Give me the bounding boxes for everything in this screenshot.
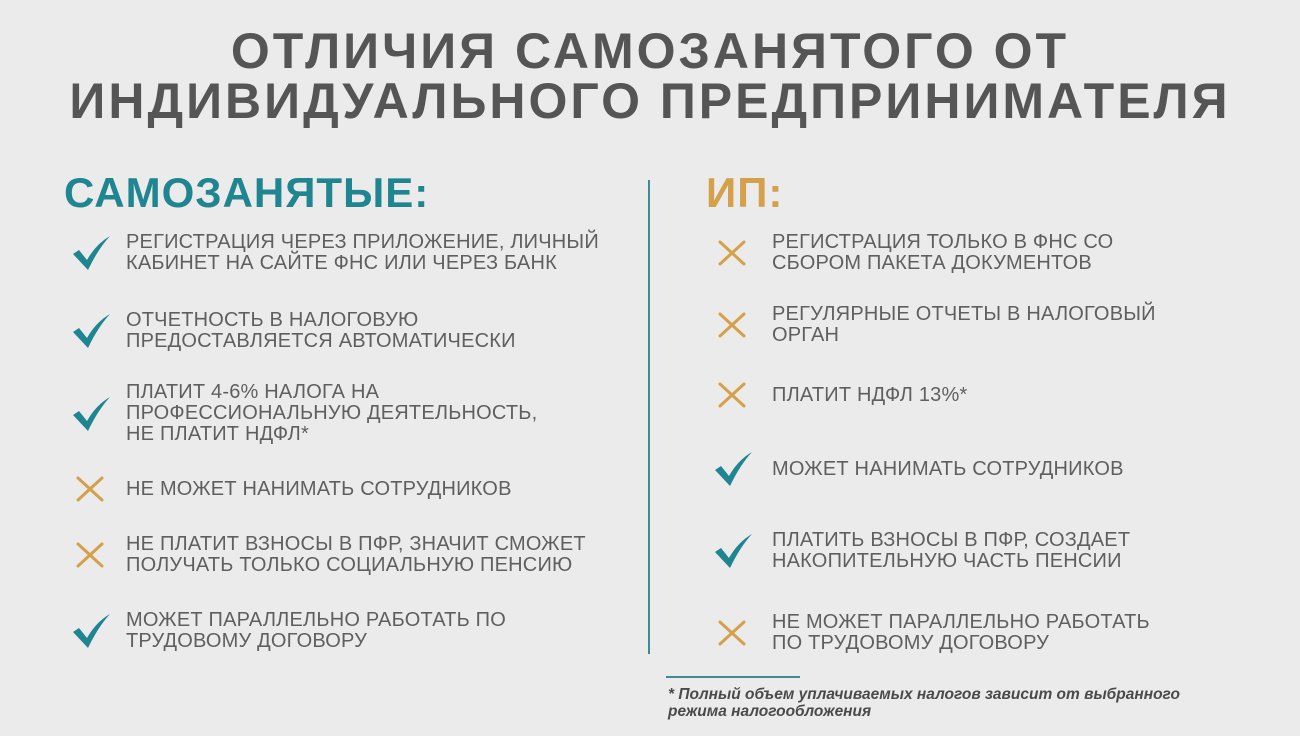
left-item-2 xyxy=(70,310,626,352)
right-item-2 xyxy=(712,304,1212,346)
left-item-6 xyxy=(70,610,626,652)
check-icon xyxy=(712,530,754,572)
cross-icon xyxy=(712,232,754,274)
cross-icon xyxy=(70,468,112,510)
left-item-5 xyxy=(70,534,626,576)
right-item-5 xyxy=(712,530,1212,572)
left-item-text: НЕ МОЖЕТ НАНИМАТЬ СОТРУДНИКОВ xyxy=(126,477,512,500)
footnote: * Полный объем уплачиваемых налогов зависит от выбранного режима налогообложения xyxy=(668,686,1180,720)
column-divider xyxy=(648,180,650,654)
left-item-1 xyxy=(70,232,626,274)
page-title-line-1: ОТЛИЧИЯ САМОЗАНЯТОГО ОТ xyxy=(230,23,1070,79)
cross-icon xyxy=(70,534,112,576)
left-item-3 xyxy=(70,382,626,445)
ip-heading: ИП: xyxy=(706,169,784,216)
right-item-text: РЕГУЛЯРНЫЕ ОТЧЕТЫ В НАЛОГОВЫЙ ОРГАН xyxy=(772,303,1156,346)
left-item-text: ОТЧЕТНОСТЬ В НАЛОГОВУЮ ПРЕДОСТАВЛЯЕТСЯ АВТОМАТИЧЕСКИ xyxy=(126,309,516,352)
cross-icon xyxy=(712,304,754,346)
check-icon xyxy=(712,448,754,490)
footnote-divider xyxy=(666,676,800,678)
check-icon xyxy=(70,610,112,652)
left-item-text: РЕГИСТРАЦИЯ ЧЕРЕЗ ПРИЛОЖЕНИЕ, ЛИЧНЫЙ КАБИНЕТ НА САЙТЕ ФНС ИЛИ ЧЕРЕЗ БАНК xyxy=(126,231,599,274)
right-item-6 xyxy=(712,612,1212,654)
cross-icon xyxy=(712,374,754,416)
right-item-text: ПЛАТИТ НДФЛ 13%* xyxy=(772,383,968,406)
right-item-3 xyxy=(712,374,1212,416)
right-item-text: НЕ МОЖЕТ ПАРАЛЛЕЛЬНО РАБОТАТЬ ПО ТРУДОВОМУ ДОГОВОРУ xyxy=(772,611,1150,654)
right-item-text: МОЖЕТ НАНИМАТЬ СОТРУДНИКОВ xyxy=(772,457,1124,480)
right-item-4 xyxy=(712,448,1212,490)
check-icon xyxy=(70,232,112,274)
check-icon xyxy=(70,310,112,352)
right-item-text: РЕГИСТРАЦИЯ ТОЛЬКО В ФНС СО СБОРОМ ПАКЕТА ДОКУМЕНТОВ xyxy=(772,231,1114,274)
right-item-1 xyxy=(712,232,1212,274)
left-item-text: ПЛАТИТ 4-6% НАЛОГА НА ПРОФЕССИОНАЛЬНУЮ ДЕЯТЕЛЬНОСТЬ, НЕ ПЛАТИТ НДФЛ* xyxy=(126,381,538,445)
right-item-text: ПЛАТИТЬ ВЗНОСЫ В ПФР, СОЗДАЕТ НАКОПИТЕЛЬНУЮ ЧАСТЬ ПЕНСИИ xyxy=(772,529,1131,572)
check-icon xyxy=(70,393,112,435)
page-title-line-2: ИНДИВИДУАЛЬНОГО ПРЕДПРИНИМАТЕЛЯ xyxy=(69,73,1231,129)
cross-icon xyxy=(712,612,754,654)
left-item-text: НЕ ПЛАТИТ ВЗНОСЫ В ПФР, ЗНАЧИТ СМОЖЕТ ПОЛУЧАТЬ ТОЛЬКО СОЦИАЛЬНУЮ ПЕНСИЮ xyxy=(126,533,586,576)
left-item-text: МОЖЕТ ПАРАЛЛЕЛЬНО РАБОТАТЬ ПО ТРУДОВОМУ ДОГОВОРУ xyxy=(126,609,507,652)
page-title xyxy=(0,23,1300,129)
self-employed-heading: САМОЗАНЯТЫЕ: xyxy=(64,169,430,216)
left-item-4 xyxy=(70,468,626,510)
